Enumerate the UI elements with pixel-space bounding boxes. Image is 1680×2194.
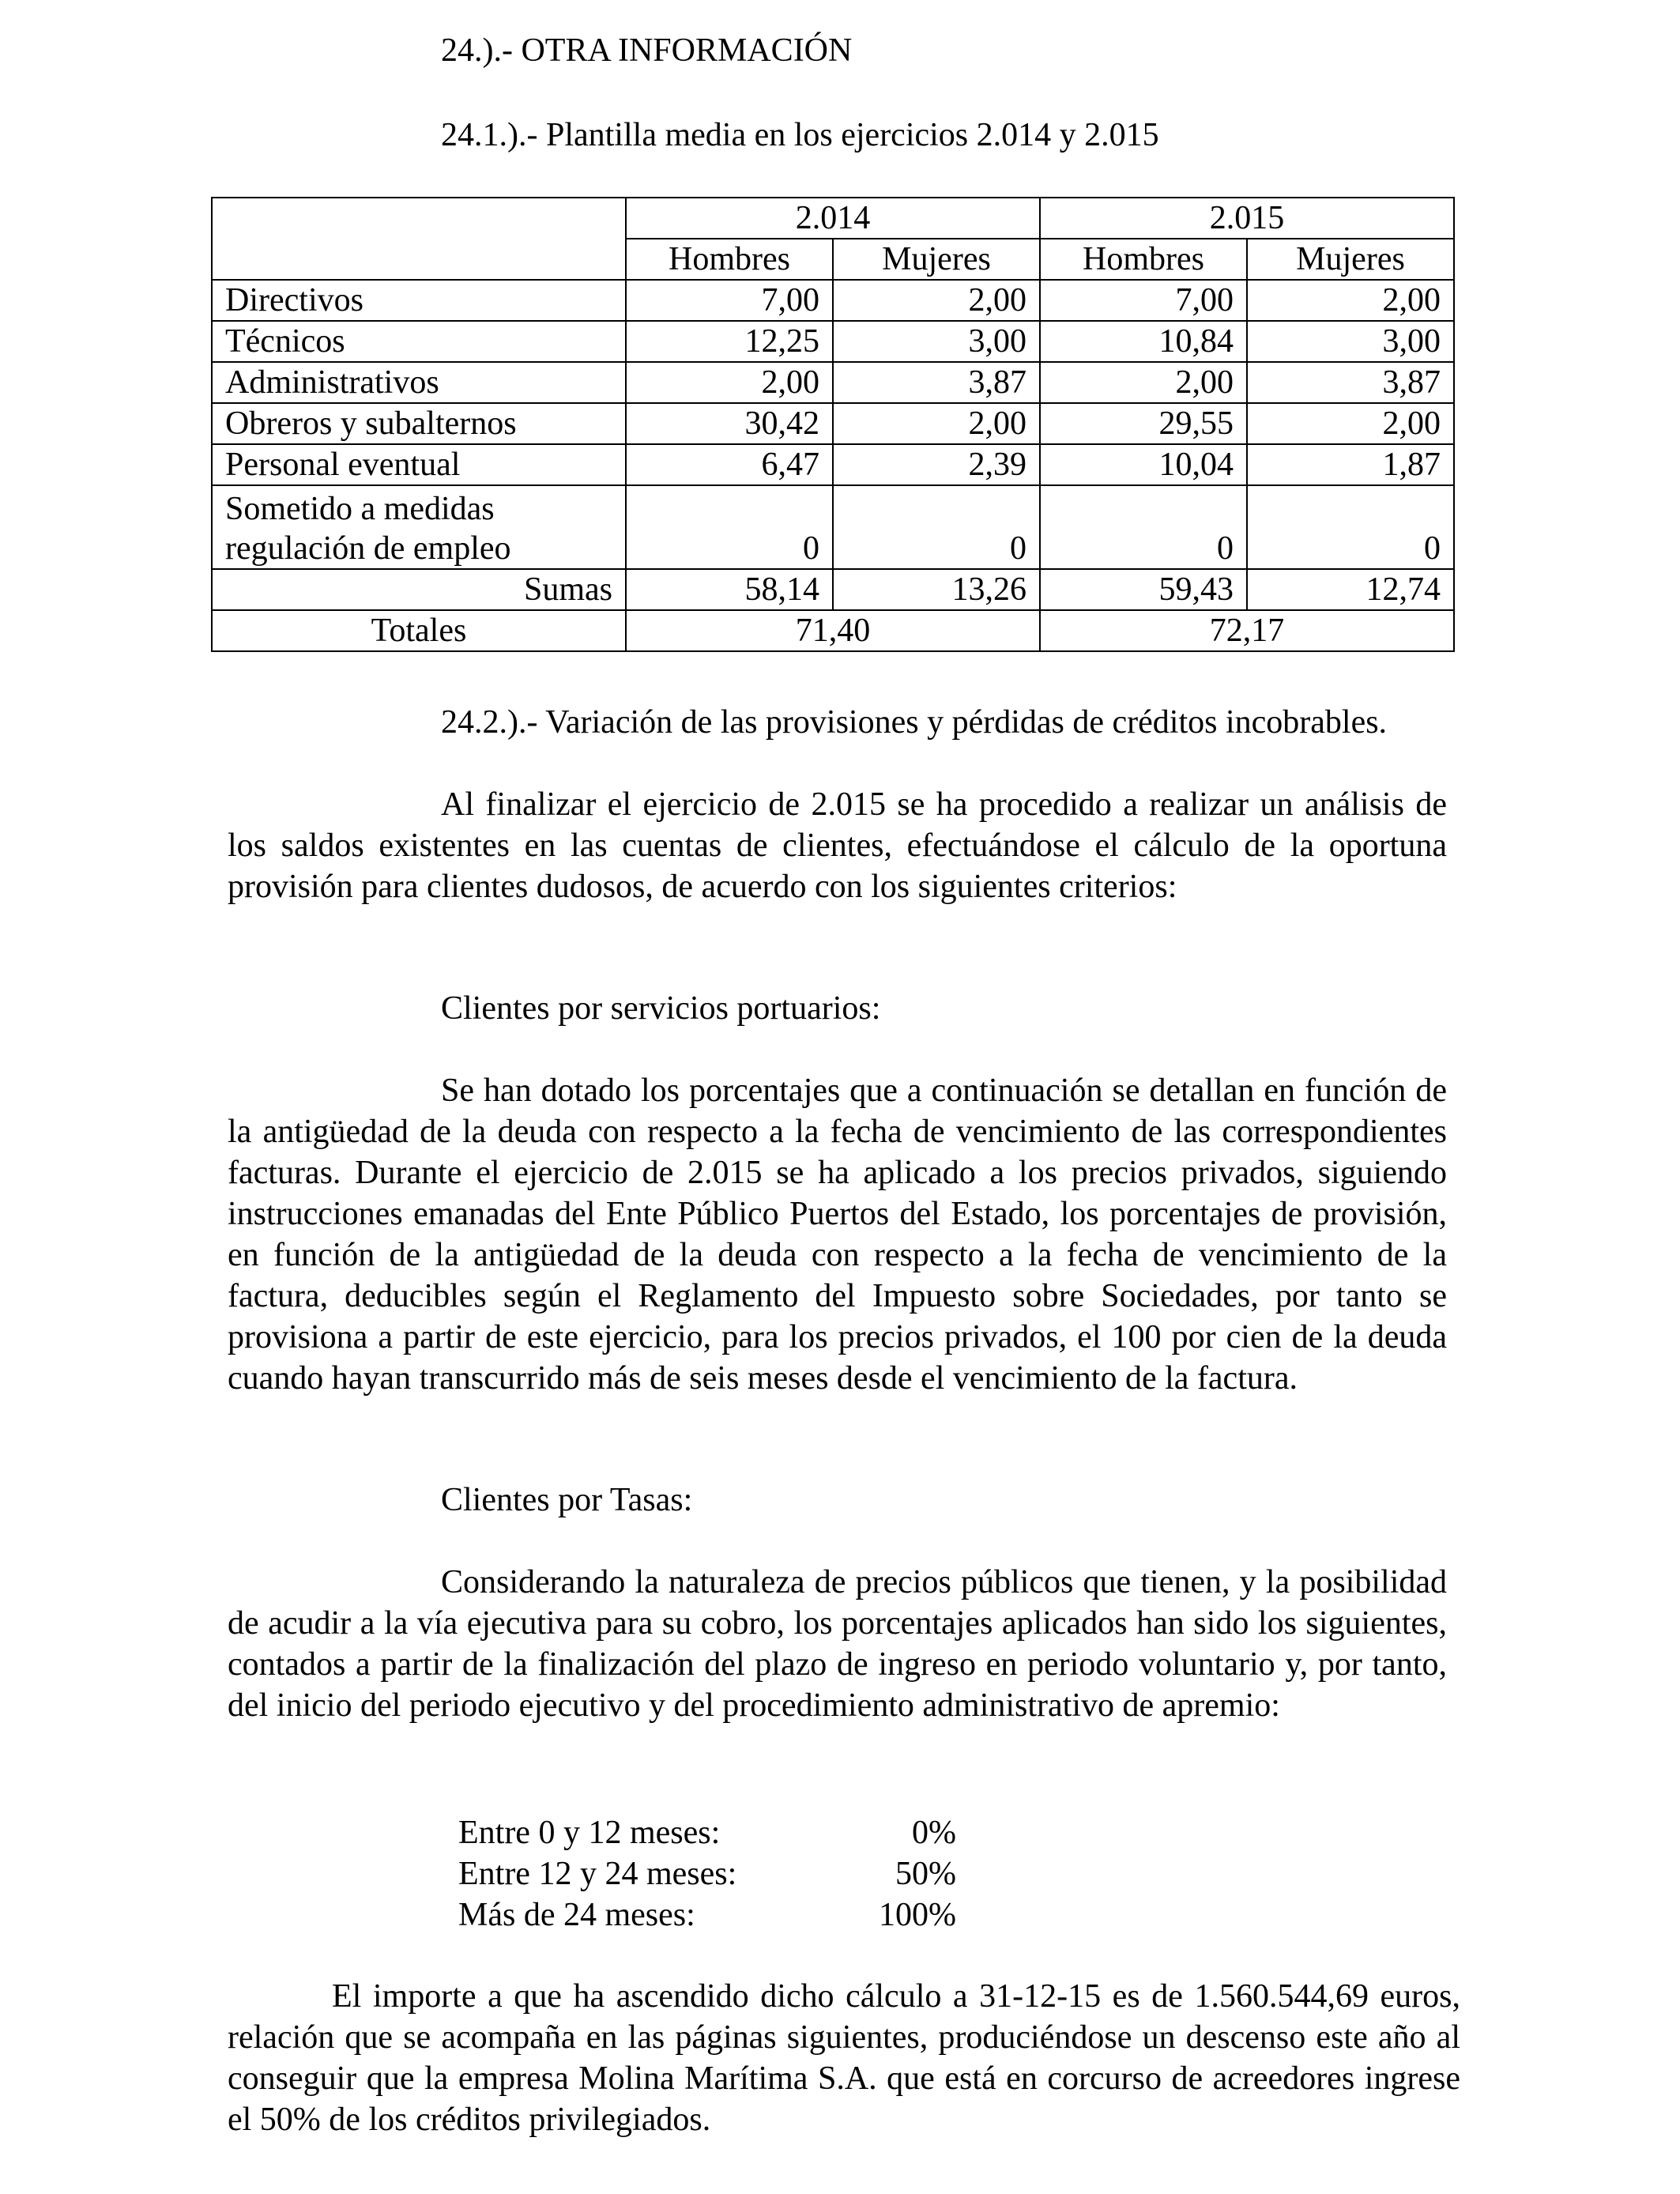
table-cell: 3,00 <box>833 321 1040 362</box>
table-cell: 59,43 <box>1040 569 1247 610</box>
row-label: Administrativos <box>212 362 626 403</box>
table-row <box>212 403 1454 444</box>
table-cell: 0 <box>626 485 833 569</box>
year-header: 2.015 <box>1040 198 1454 239</box>
table-cell: 3,87 <box>833 362 1040 403</box>
gender-header: Hombres <box>626 239 833 280</box>
gender-header: Mujeres <box>1247 239 1454 280</box>
table-cell: 58,14 <box>626 569 833 610</box>
table-cell: 0 <box>1040 485 1247 569</box>
row-label-line: regulación de empleo <box>225 530 511 567</box>
paragraph-intro: Al finalizar el ejercicio de 2.015 se ha procedido a realizar un análisis de los saldos existentes en las cuentas de clientes, efectuándose el cálculo de la oportuna provisión para clientes dudosos, de acuerdo con los siguientes criterios: <box>228 786 1447 905</box>
table-row <box>212 362 1454 403</box>
subsection-title-plantilla: 24.1.).- Plantilla media en los ejercicios 2.014 y 2.015 <box>441 117 1159 153</box>
totales-label: Totales <box>212 610 626 651</box>
table-cell: 30,42 <box>626 403 833 444</box>
table-cell: 0 <box>1247 485 1454 569</box>
table-cell: 71,40 <box>626 610 1040 651</box>
table-corner-cell <box>212 198 626 280</box>
table-row <box>212 321 1454 362</box>
percentage-row <box>458 1853 956 1894</box>
row-label: Directivos <box>212 280 626 321</box>
percentage-label: Más de 24 meses: <box>458 1897 695 1933</box>
percentage-value: 100% <box>879 1897 956 1933</box>
table-cell: 29,55 <box>1040 403 1247 444</box>
table-cell: 10,84 <box>1040 321 1247 362</box>
table-cell: 12,25 <box>626 321 833 362</box>
table-cell: 2,00 <box>1040 362 1247 403</box>
row-label: Personal eventual <box>212 444 626 485</box>
paragraph-portuarios: Se han dotado los porcentajes que a continuación se detallan en función de la antigüedad de la deuda con respecto a la fecha de vencimiento de las correspondientes facturas. Durante el ejercicio de 2.015 se ha aplicado a los precios privados, siguiendo instrucciones emanadas del Ente Público Puertos del Estado, los porcentajes de provisión, en función de la antigüedad de la deuda con respecto a la fecha de vencimiento de la factura, deducibles según el Reglamento del Impuesto sobre Sociedades, por tanto se provisiona a partir de este ejercicio, para los precios privados, el 100 por cien de la deuda cuando hayan transcurrido más de seis meses desde el vencimiento de la factura. <box>228 1072 1447 1397</box>
paragraph-tasas: Considerando la naturaleza de precios públicos que tienen, y la posibilidad de acudir a la vía ejecutiva para su cobro, los porcentajes aplicados han sido los siguientes, contados a partir de la finalización del plazo de ingreso en periodo voluntario y, por tanto, del inicio del periodo ejecutivo y del procedimiento administrativo de apremio: <box>228 1564 1447 1724</box>
table-cell: 0 <box>833 485 1040 569</box>
table-cell: 2,00 <box>833 280 1040 321</box>
table-row <box>212 485 1454 569</box>
table-cell: 2,00 <box>626 362 833 403</box>
percentage-label: Entre 0 y 12 meses: <box>458 1815 721 1851</box>
table-cell: 12,74 <box>1247 569 1454 610</box>
table-cell: 2,39 <box>833 444 1040 485</box>
table-row-sumas <box>212 569 1454 610</box>
heading-tasas: Clientes por Tasas: <box>441 1482 693 1518</box>
percentage-row <box>458 1894 956 1936</box>
percentage-value: 0% <box>912 1815 956 1851</box>
row-label-line: Sometido a medidas <box>225 491 495 527</box>
subsection-title-provisiones: 24.2.).- Variación de las provisiones y pérdidas de créditos incobrables. <box>441 704 1388 741</box>
percentage-label: Entre 12 y 24 meses: <box>458 1856 737 1892</box>
table-cell: 2,00 <box>1247 280 1454 321</box>
table-cell: 1,87 <box>1247 444 1454 485</box>
table-cell: 6,47 <box>626 444 833 485</box>
section-title: 24.).- OTRA INFORMACIÓN <box>441 32 853 69</box>
table-cell: 7,00 <box>1040 280 1247 321</box>
row-label: Técnicos <box>212 321 626 362</box>
gender-header: Hombres <box>1040 239 1247 280</box>
table-cell: 7,00 <box>626 280 833 321</box>
heading-servicios-portuarios: Clientes por servicios portuarios: <box>441 990 881 1027</box>
table-cell: 3,00 <box>1247 321 1454 362</box>
table-cell: 13,26 <box>833 569 1040 610</box>
table-cell: 3,87 <box>1247 362 1454 403</box>
percentage-row <box>458 1812 956 1853</box>
gender-header: Mujeres <box>833 239 1040 280</box>
sumas-label: Sumas <box>212 569 626 610</box>
table-cell: 2,00 <box>1247 403 1454 444</box>
table-row <box>212 280 1454 321</box>
table-cell: 10,04 <box>1040 444 1247 485</box>
table-header-years <box>212 198 1454 239</box>
table-cell: 72,17 <box>1040 610 1454 651</box>
table-row-totales <box>212 610 1454 651</box>
row-label: Obreros y subalternos <box>212 403 626 444</box>
percentage-value: 50% <box>895 1856 956 1892</box>
staff-table <box>211 197 1455 652</box>
table-row <box>212 444 1454 485</box>
paragraph-final: El importe a que ha ascendido dicho cálculo a 31-12-15 es de 1.560.544,69 euros, relación que se acompaña en las páginas siguientes, produciéndose un descenso este año al conseguir que la empresa Molina Marítima S.A. que está en corcurso de acreedores ingrese el 50% de los créditos privilegiados. <box>228 1978 1460 2138</box>
year-header: 2.014 <box>626 198 1040 239</box>
table-cell: 2,00 <box>833 403 1040 444</box>
row-label <box>212 485 626 569</box>
